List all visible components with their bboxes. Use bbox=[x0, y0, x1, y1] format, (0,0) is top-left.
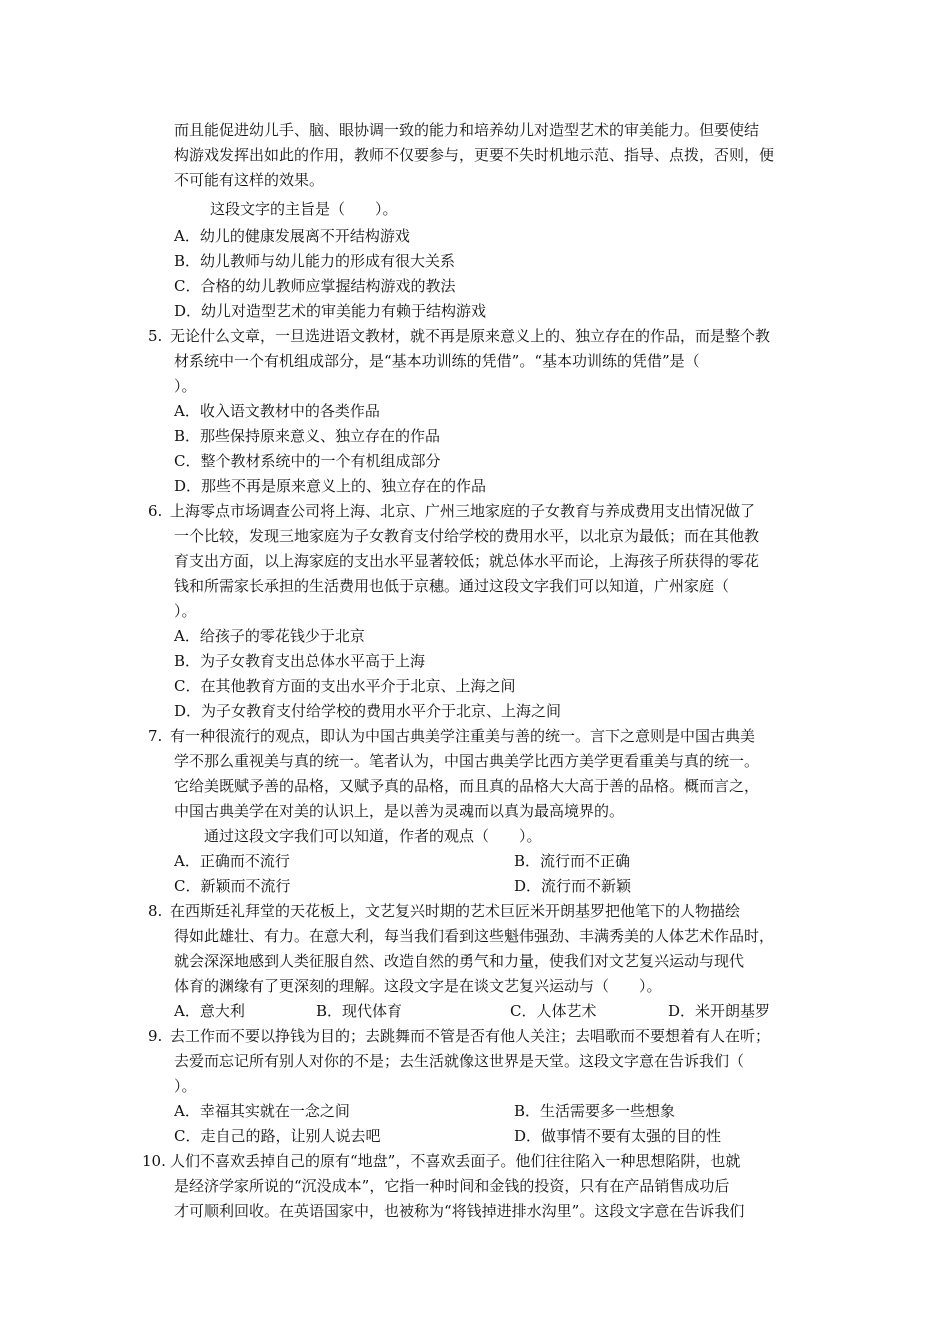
q7-question: 通过这段文字我们可以知道，作者的观点（ ）。 bbox=[204, 827, 542, 845]
q6-option-a: A．给孩子的零花钱少于北京 bbox=[174, 627, 365, 645]
q8-option-a: A．意大利 bbox=[174, 1002, 245, 1020]
q5-line-3: ）。 bbox=[174, 377, 197, 395]
q9-line-3: ）。 bbox=[174, 1077, 197, 1095]
q6-line-3: 育支出方面，以上海家庭的支出水平显著较低；就总体水平而论，上海孩子所获得的零花 bbox=[174, 552, 760, 570]
q8-option-d: D．米开朗基罗 bbox=[668, 1002, 771, 1020]
q5-option-a: A．收入语文教材中的各类作品 bbox=[174, 402, 380, 420]
q10-line-3: 才可顺利回收。在英语国家中，也被称为“将钱掉进排水沟里”。这段文字意在告诉我们 bbox=[174, 1202, 745, 1220]
q5-option-d: D．那些不再是原来意义上的、独立存在的作品 bbox=[174, 477, 487, 495]
q8-line-4: 体育的渊缘有了更深刻的理解。这段文字是在谈文艺复兴运动与（ ）。 bbox=[174, 977, 662, 995]
intro-line-1: 而且能促进幼儿手、脑、眼协调一致的能力和培养幼儿对造型艺术的审美能力。但要使结 bbox=[174, 121, 760, 139]
q7-number: 7. bbox=[148, 727, 163, 745]
q7-line-2: 学不那么重视美与真的统一。笔者认为，中国古典美学比西方美学更看重美与真的统一。 bbox=[174, 752, 760, 770]
q10-number: 10. bbox=[142, 1152, 166, 1170]
q6-line-2: 一个比较，发现三地家庭为子女教育支付给学校的费用水平，以北京为最低；而在其他教 bbox=[174, 527, 760, 545]
q6-line-4: 钱和所需家长承担的生活费用也低于京穗。通过这段文字我们可以知道，广州家庭（ bbox=[174, 577, 730, 595]
q8-line-2: 得如此雄壮、有力。在意大利，每当我们看到这些魁伟强劲、丰满秀美的人体艺术作品时， bbox=[174, 927, 775, 945]
q7-line-4: 中国古典美学在对美的认识上，是以善为灵魂而以真为最高境界的。 bbox=[174, 802, 625, 820]
q6-option-d: D．为子女教育支付给学校的费用水平介于北京、上海之间 bbox=[174, 702, 562, 720]
q9-line-2: 去爱而忘记所有别人对你的不是；去生活就像这世界是天堂。这段文字意在告诉我们（ bbox=[174, 1052, 745, 1070]
q9-number: 9. bbox=[148, 1027, 163, 1045]
q6-line-5: ）。 bbox=[174, 602, 197, 620]
q7-option-b: B．流行而不正确 bbox=[514, 852, 631, 870]
q6-option-b: B．为子女教育支出总体水平高于上海 bbox=[174, 652, 426, 670]
q9-option-d: D．做事情不要有太强的目的性 bbox=[514, 1127, 722, 1145]
q9-line-1: 去工作而不要以挣钱为目的；去跳舞而不管是否有他人关注；去唱歌而不要想着有人在听； bbox=[170, 1027, 771, 1045]
q10-line-2: 是经济学家所说的“沉没成本”，它指一种时间和金钱的投资，只有在产品销售成功后 bbox=[174, 1177, 730, 1195]
q9-option-a: A．幸福其实就在一念之间 bbox=[174, 1102, 350, 1120]
q8-number: 8. bbox=[148, 902, 163, 920]
q8-option-b: B．现代体育 bbox=[316, 1002, 403, 1020]
q6-line-1: 上海零点市场调查公司将上海、北京、广州三地家庭的子女教育与养成费用支出情况做了 bbox=[170, 502, 756, 520]
q9-option-b: B．生活需要多一些想象 bbox=[514, 1102, 676, 1120]
q5-line-2: 材系统中一个有机组成部分，是“基本功训练的凭借”。“基本功训练的凭借”是（ bbox=[174, 352, 700, 370]
q5-option-b: B．那些保持原来意义、独立存在的作品 bbox=[174, 427, 441, 445]
q5-option-c: C．整个教材系统中的一个有机组成部分 bbox=[174, 452, 441, 470]
intro-option-d: D．幼儿对造型艺术的审美能力有赖于结构游戏 bbox=[174, 302, 487, 320]
q7-option-c: C．新颖而不流行 bbox=[174, 877, 291, 895]
intro-option-b: B．幼儿教师与幼儿能力的形成有很大关系 bbox=[174, 252, 456, 270]
q10-line-1: 人们不喜欢丢掉自己的原有“地盘”，不喜欢丢面子。他们往往陷入一种思想陷阱，也就 bbox=[170, 1152, 741, 1170]
q8-line-3: 就会深深地感到人类征服自然、改造自然的勇气和力量，使我们对文艺复兴运动与现代 bbox=[174, 952, 745, 970]
q9-option-c: C．走自己的路，让别人说去吧 bbox=[174, 1127, 381, 1145]
q5-number: 5. bbox=[148, 327, 163, 345]
intro-line-3: 不可能有这样的效果。 bbox=[174, 171, 325, 189]
intro-option-c: C．合格的幼儿教师应掌握结构游戏的教法 bbox=[174, 277, 456, 295]
q8-line-1: 在西斯廷礼拜堂的天花板上，文艺复兴时期的艺术巨匠米开朗基罗把他笔下的人物描绘 bbox=[170, 902, 741, 920]
intro-question: 这段文字的主旨是（ ）。 bbox=[210, 200, 398, 218]
q8-option-c: C．人体艺术 bbox=[510, 1002, 597, 1020]
intro-line-2: 构游戏发挥出如此的作用，教师不仅要参与，更要不失时机地示范、指导、点拨，否则，便 bbox=[174, 146, 775, 164]
q7-line-1: 有一种很流行的观点，即认为中国古典美学注重美与善的统一。言下之意则是中国古典美 bbox=[170, 727, 756, 745]
q6-option-c: C．在其他教育方面的支出水平介于北京、上海之间 bbox=[174, 677, 516, 695]
q6-number: 6. bbox=[148, 502, 163, 520]
q7-option-d: D．流行而不新颖 bbox=[514, 877, 632, 895]
intro-option-a: A．幼儿的健康发展离不开结构游戏 bbox=[174, 227, 410, 245]
q7-line-3: 它给美既赋予善的品格，又赋予真的品格，而且真的品格大大高于善的品格。概而言之， bbox=[174, 777, 760, 795]
q7-option-a: A．正确而不流行 bbox=[174, 852, 290, 870]
q5-line-1: 无论什么文章，一旦选进语文教材，就不再是原来意义上的、独立存在的作品，而是整个教 bbox=[170, 327, 771, 345]
